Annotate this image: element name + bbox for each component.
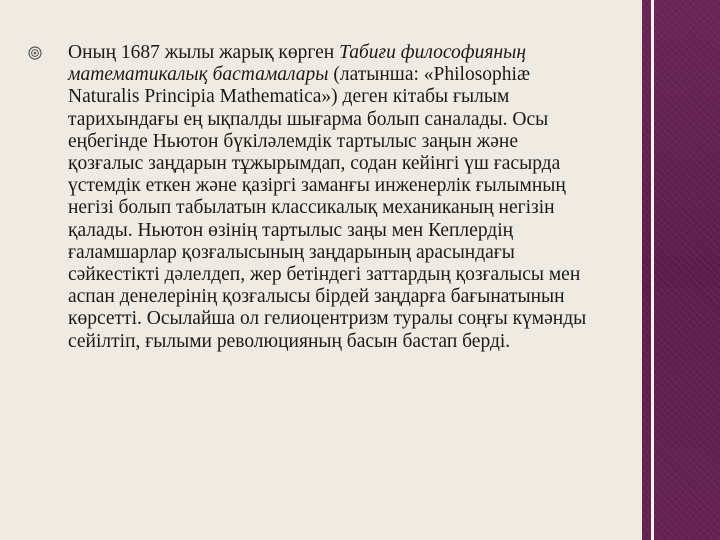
- bullet-text-body: (латынша: «Philosophiæ Naturalis Principia Mathematica») деген кітабы ғылым тарихындағы ең ықпалды шығарма болып саналады. Осы еңбегінде Ньютон бүкіләлемдік тартылыс заңын және қозғалыс заңдарын тұжырымдап, содан кейінгі үш ғасырда үстемдік еткен және қазіргі заманғы инженерлік ғылымның негізі болып табылатын классикалық механиканың негізін қалады. Ньютон өзінің тартылыс заңы мен Кеплердің ғаламшарлар қозғалысының заңдарының арасындағы сәйкестікті дәлелдеп, жер бетіндегі заттардың қозғалысы мен аспан денелерінің қозғалысы бірдей заңдарға бағынатынын көрсетті. Осылайша ол гелиоцентризм туралы соңғы күмәнды сейілтіп, ғылыми революцияның басын бастап берді.: [68, 64, 587, 352]
- bullet-text-intro: Оның 1687 жылы жарық көрген: [68, 42, 340, 63]
- circled-bullet-icon: [28, 46, 42, 60]
- decorative-side-rule: [651, 0, 654, 540]
- bullet-item: [28, 42, 590, 353]
- slide-content: [28, 42, 590, 353]
- bullet-paragraph: [68, 42, 590, 353]
- book-title-italic: Табиғи философияның математикалық бастамалары: [68, 42, 527, 86]
